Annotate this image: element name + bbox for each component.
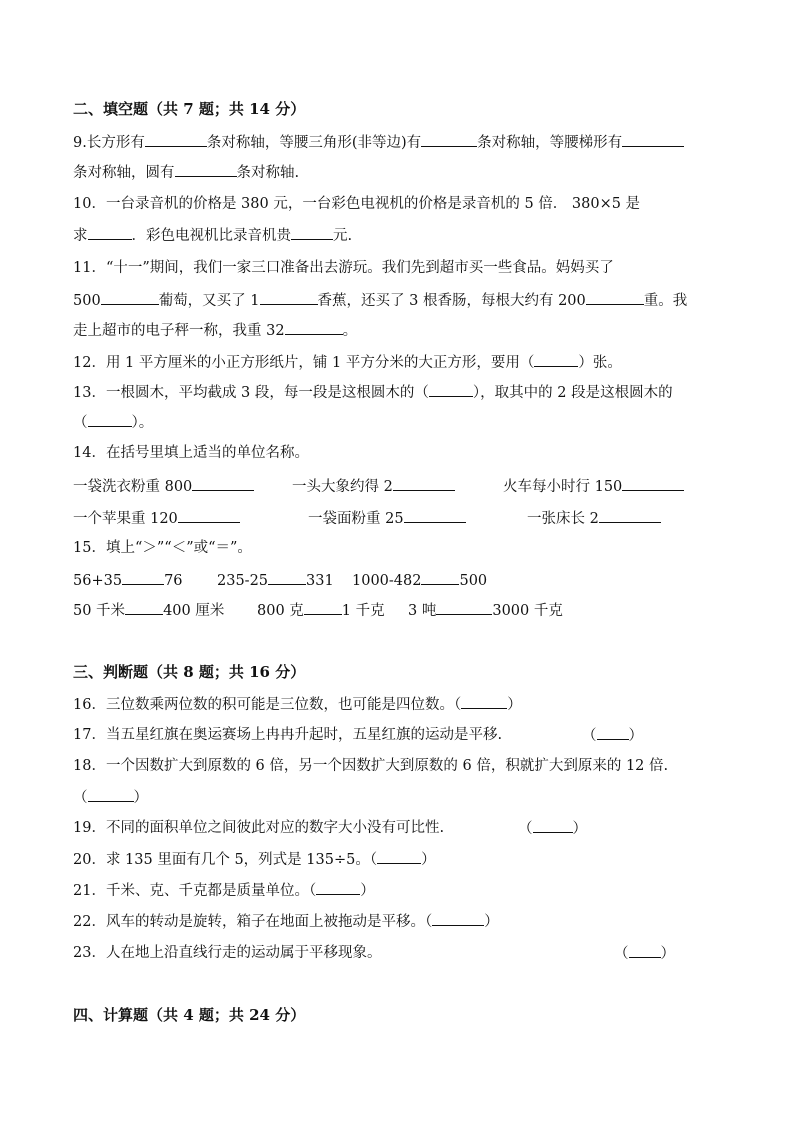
question-23 <box>73 943 381 963</box>
q21-answer-blank[interactable] <box>316 880 360 895</box>
q13-text-b: ），取其中的 2 段是这根圆木的 <box>472 385 673 401</box>
question-19 <box>73 818 444 838</box>
q14-item-6 <box>527 508 661 529</box>
q15-blank-4[interactable] <box>125 600 163 615</box>
q15-blank-5[interactable] <box>304 600 342 615</box>
q11-text-c: 葡萄，又买了 1 <box>158 293 260 309</box>
q13-text-c: （ <box>73 415 88 431</box>
q18-open: （ <box>73 790 88 806</box>
q11-text-f: 走上超市的电子秤一称，我重 32 <box>73 323 285 339</box>
q23-open: （ <box>614 946 629 962</box>
q15-blank-2[interactable] <box>268 570 306 585</box>
q23-text: 23．人在地上沿直线行走的运动属于平移现象。 <box>73 945 382 961</box>
q14-item-4-text: 一个苹果重 120 <box>73 511 178 527</box>
q15-c2-right: 331 <box>306 573 334 589</box>
q15-c4-left: 50 千米 <box>73 603 126 619</box>
q11-blank-3[interactable] <box>586 290 644 305</box>
question-17 <box>73 725 502 745</box>
q15-c1-right: 76 <box>164 573 183 589</box>
q15-compare-5 <box>257 600 385 621</box>
q13-text-d: ）。 <box>131 415 154 431</box>
q11-text-e: 重。我 <box>643 293 688 309</box>
q15-c6-left: 3 吨 <box>408 603 437 619</box>
q9-text-b: 条对称轴，等腰三角形(非等边)有 <box>206 135 422 151</box>
q14-item-1 <box>73 476 254 497</box>
q12-text-a: 12．用 1 平方厘米的小正方形纸片，铺 1 平方分米的大正方形，要用（ <box>73 355 535 371</box>
q14-item-6-text: 一张床长 2 <box>527 511 599 527</box>
q20-close: ） <box>421 852 436 868</box>
q13-text-a: 13．一根圆木，平均截成 3 段，每一段是这根圆木的（ <box>73 385 429 401</box>
q14-item-3 <box>503 476 684 497</box>
q10-text-d: 元. <box>333 228 353 244</box>
question-9-line-1 <box>73 132 684 153</box>
q15-blank-3[interactable] <box>421 570 459 585</box>
q20-text: 20．求 135 里面有几个 5，列式是 135÷5。（ <box>73 852 378 868</box>
question-10-line-1: 10．一台录音机的价格是 380 元，一台彩色电视机的价格是录音机的 5 倍． 380×5 是 <box>73 196 641 212</box>
q15-blank-1[interactable] <box>122 570 164 585</box>
q23-answer-blank[interactable] <box>629 943 661 958</box>
q21-text: 21．千米、克、千克都是质量单位。（ <box>73 883 317 899</box>
q21-close: ） <box>360 883 375 899</box>
q15-c5-left: 800 克 <box>257 603 304 619</box>
q11-blank-4[interactable] <box>285 320 343 335</box>
q11-text-d: 香蕉，还买了 3 根香肠，每根大约有 200 <box>317 293 586 309</box>
q13-blank-2[interactable] <box>88 412 132 427</box>
q9-blank-1[interactable] <box>145 132 207 147</box>
q14-blank-5[interactable] <box>404 508 466 523</box>
q14-item-3-text: 火车每小时行 150 <box>503 479 623 495</box>
q14-blank-1[interactable] <box>192 476 254 491</box>
q17-answer <box>582 725 643 746</box>
q22-close: ） <box>484 914 499 930</box>
question-9-line-2 <box>73 162 299 183</box>
q14-blank-4[interactable] <box>178 508 240 523</box>
q14-blank-3[interactable] <box>622 476 684 491</box>
q19-answer <box>518 818 587 839</box>
q22-answer-blank[interactable] <box>432 911 484 926</box>
q11-text-g: 。 <box>342 323 358 339</box>
question-13-line-1 <box>73 382 673 403</box>
question-21 <box>73 880 375 901</box>
question-11-line-2 <box>73 290 687 311</box>
q15-compare-4 <box>73 600 224 621</box>
q19-close: ） <box>572 821 587 837</box>
q14-item-1-text: 一袋洗衣粉重 800 <box>73 479 193 495</box>
question-12 <box>73 352 622 373</box>
question-16 <box>73 694 522 715</box>
q12-text-b: ）张。 <box>578 355 622 371</box>
q14-item-4 <box>73 508 240 529</box>
q11-text-b: 500 <box>73 293 101 309</box>
q17-open: （ <box>582 728 597 744</box>
q16-close: ） <box>507 697 522 713</box>
question-20 <box>73 849 436 870</box>
question-22 <box>73 911 499 932</box>
q14-item-5-text: 一袋面粉重 25 <box>308 511 404 527</box>
q9-blank-3[interactable] <box>622 132 684 147</box>
q9-blank-4[interactable] <box>175 162 237 177</box>
q16-answer-blank[interactable] <box>461 694 507 709</box>
q15-compare-1 <box>73 570 183 591</box>
q9-text-a: 9.长方形有 <box>73 135 145 151</box>
q14-item-2-text: 一头大象约得 2 <box>292 479 393 495</box>
q15-c3-left: 1000-482 <box>352 573 422 589</box>
section-3-title: 三、判断题（共 8 题；共 16 分） <box>73 663 306 681</box>
q17-text: 17．当五星红旗在奥运赛场上冉冉升起时，五星红旗的运动是平移. <box>73 727 503 743</box>
q15-c1-left: 56+35 <box>73 573 123 589</box>
question-14-title: 14．在括号里填上适当的单位名称。 <box>73 445 309 461</box>
question-18-line-2 <box>73 787 148 808</box>
q11-blank-1[interactable] <box>101 290 159 305</box>
q17-close: ） <box>628 728 643 744</box>
q16-text: 16．三位数乘两位数的积可能是三位数，也可能是四位数。（ <box>73 697 462 713</box>
q12-blank[interactable] <box>534 352 578 367</box>
q19-open: （ <box>518 821 533 837</box>
q15-c3-right: 500 <box>459 573 488 589</box>
q17-answer-blank[interactable] <box>597 725 629 740</box>
q15-compare-6 <box>408 600 563 621</box>
q10-text-b: 求 <box>73 228 88 244</box>
q18-answer-blank[interactable] <box>88 787 134 802</box>
q15-c6-right: 3000 千克 <box>492 603 563 619</box>
q14-item-2 <box>292 476 455 497</box>
q15-c4-right: 400 厘米 <box>163 603 225 619</box>
q19-answer-blank[interactable] <box>533 818 573 833</box>
q23-answer <box>614 943 675 964</box>
q14-item-5 <box>308 508 466 529</box>
question-18-line-1: 18．一个因数扩大到原数的 6 倍，另一个因数扩大到原数的 6 倍，积就扩大到原来的 12 倍. <box>73 758 669 774</box>
section-4-title: 四、计算题（共 4 题；共 24 分） <box>73 1006 306 1024</box>
section-2-title: 二、填空题（共 7 题；共 14 分） <box>73 100 306 118</box>
q9-text-d: 条对称轴，圆有 <box>73 165 175 181</box>
q18-close: ） <box>133 790 148 806</box>
q14-blank-2[interactable] <box>393 476 455 491</box>
q22-text: 22．风车的转动是旋转，箱子在地面上被拖动是平移。（ <box>73 914 433 930</box>
q9-text-e: 条对称轴. <box>236 165 300 181</box>
q10-blank-1[interactable] <box>88 225 132 240</box>
question-11-line-3 <box>73 320 357 341</box>
q11-blank-2[interactable] <box>260 290 318 305</box>
q19-text: 19．不同的面积单位之间彼此对应的数字大小没有可比性. <box>73 820 445 836</box>
q10-text-c: ．彩色电视机比录音机贵 <box>131 228 291 244</box>
q15-blank-6[interactable] <box>436 600 492 615</box>
question-11-line-1: 11．“十一”期间，我们一家三口准备出去游玩。我们先到超市买一些食品。妈妈买了 <box>73 260 614 276</box>
q23-close: ） <box>660 946 675 962</box>
q15-c5-right: 1 千克 <box>341 603 385 619</box>
q14-blank-6[interactable] <box>599 508 661 523</box>
q20-answer-blank[interactable] <box>377 849 421 864</box>
q9-text-c: 条对称轴，等腰梯形有 <box>477 135 623 151</box>
question-13-line-2 <box>73 412 153 433</box>
q10-blank-2[interactable] <box>291 225 333 240</box>
q9-blank-2[interactable] <box>421 132 477 147</box>
question-10-line-2 <box>73 225 352 246</box>
question-15-title: 15．填上“＞”“＜”或“＝”。 <box>73 540 252 556</box>
q15-compare-3 <box>352 570 487 591</box>
q15-compare-2 <box>217 570 334 591</box>
q13-blank-1[interactable] <box>429 382 473 397</box>
q15-c2-left: 235-25 <box>217 573 269 589</box>
